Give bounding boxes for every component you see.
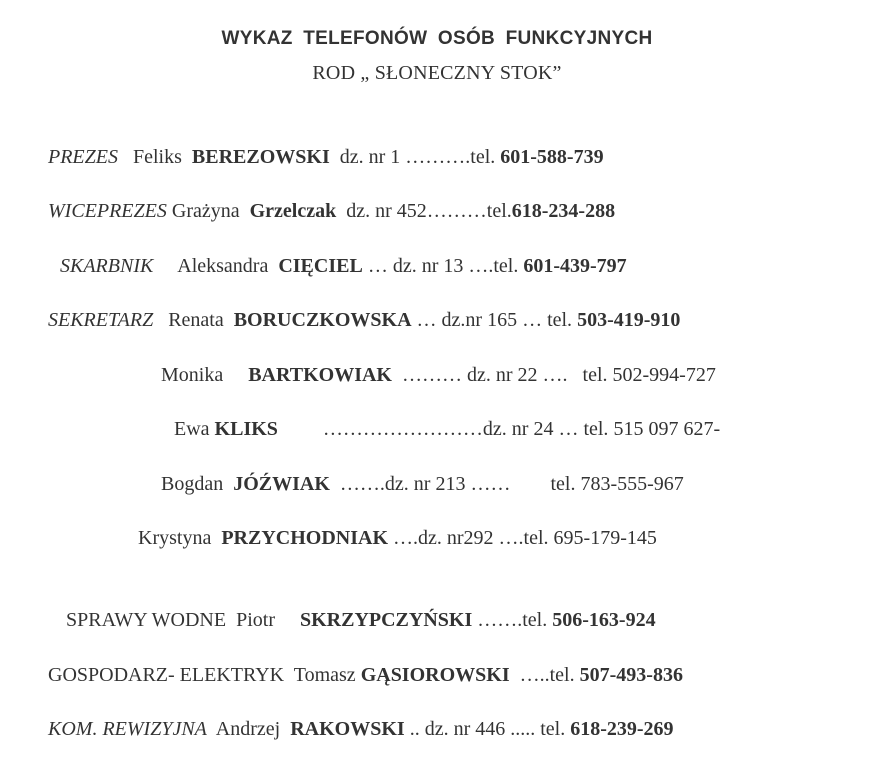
- plot-info: …….tel.: [477, 609, 548, 631]
- role-label: SPRAWY WODNE: [66, 609, 227, 631]
- surname: RAKOWSKI: [290, 718, 405, 740]
- surname: SKRZYPCZYŃSKI: [299, 609, 473, 631]
- surname: BEREZOWSKI: [191, 146, 330, 168]
- entry-prezes: [48, 146, 604, 169]
- role-label: KOM. REWIZYJNA: [48, 718, 207, 740]
- entry-member: [174, 418, 720, 441]
- entry-member: [161, 473, 684, 496]
- entry-sprawy-wodne: [66, 609, 656, 632]
- phone-number: 618-234-288: [511, 200, 616, 222]
- first-name: Tomasz: [293, 664, 356, 686]
- entry-member: [161, 364, 716, 387]
- plot-info: …….dz. nr 213 ……: [339, 473, 511, 495]
- role-label: PREZES: [48, 146, 118, 168]
- role-label: GOSPODARZ- ELEKTRYK: [48, 664, 285, 686]
- phone-number: 695-179-145: [553, 527, 657, 549]
- first-name: Monika: [161, 364, 224, 386]
- first-name: Bogdan: [161, 473, 224, 495]
- phone-number: 515 097 627-: [613, 418, 721, 440]
- phone-number: 601-588-739: [500, 146, 604, 168]
- plot-info: … dz.nr 165 … tel.: [416, 309, 573, 331]
- phone-number: 601-439-797: [523, 255, 627, 277]
- first-name: Feliks: [133, 146, 182, 168]
- surname: BORUCZKOWSKA: [233, 309, 412, 331]
- surname: CIĘCIEL: [278, 255, 363, 277]
- surname: Grzelczak: [249, 200, 337, 222]
- entry-member: [138, 527, 657, 550]
- plot-info: …..tel.: [519, 664, 575, 686]
- role-label: SEKRETARZ: [48, 309, 154, 331]
- surname: JÓŹWIAK: [233, 473, 330, 495]
- document-title: WYKAZ TELEFONÓW OSÓB FUNKCYJNYCH: [221, 28, 653, 49]
- first-name: Andrzej: [215, 718, 281, 740]
- first-name: Grażyna: [171, 200, 240, 222]
- plot-info: dz. nr 452………tel.: [346, 200, 512, 222]
- role-label: SKARBNIK: [60, 255, 154, 277]
- plot-info: ……… dz. nr 22 ….: [401, 364, 568, 386]
- first-name: Renata: [168, 309, 224, 331]
- entry-wiceprezes: [48, 200, 615, 223]
- entry-sekretarz: [48, 309, 680, 332]
- first-name: Piotr: [236, 609, 275, 631]
- surname: PRZYCHODNIAK: [221, 527, 388, 549]
- phone-number: tel. 502-994-727: [582, 364, 716, 386]
- plot-info: ….dz. nr292 ….tel.: [393, 527, 549, 549]
- phone-number: 506-163-924: [552, 609, 656, 631]
- document-subtitle: ROD „ SŁONECZNY STOK”: [312, 62, 562, 84]
- plot-info: … dz. nr 13 ….tel.: [367, 255, 519, 277]
- first-name: Aleksandra: [177, 255, 269, 277]
- phone-number: 503-419-910: [577, 309, 681, 331]
- first-name: Krystyna: [138, 527, 212, 549]
- surname: KLIKS: [214, 418, 278, 440]
- role-label: WICEPREZES: [48, 200, 167, 222]
- entry-kom-rewizyjna: [48, 718, 674, 741]
- phone-number: tel. 783-555-967: [550, 473, 684, 495]
- phone-number: 507-493-836: [579, 664, 683, 686]
- entry-skarbnik: [60, 255, 627, 278]
- phone-number: 618-239-269: [570, 718, 674, 740]
- entry-gospodarz: [48, 664, 683, 687]
- first-name: Ewa: [174, 418, 210, 440]
- surname: GĄSIOROWSKI: [360, 664, 510, 686]
- plot-info: dz. nr 1 ……….tel.: [339, 146, 496, 168]
- plot-info: .. dz. nr 446 ..... tel.: [409, 718, 566, 740]
- plot-info: ……………………dz. nr 24 … tel.: [322, 418, 609, 440]
- surname: BARTKOWIAK: [248, 364, 392, 386]
